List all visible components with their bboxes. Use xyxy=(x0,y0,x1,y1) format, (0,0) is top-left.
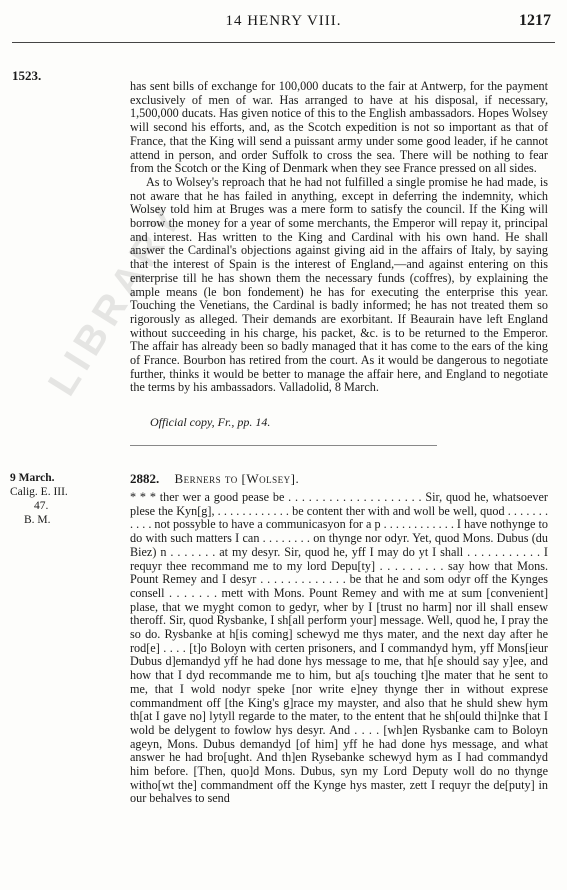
page-header xyxy=(0,0,567,40)
source-citation: Official copy, Fr., pp. 14. xyxy=(150,415,271,429)
folio-number: 47. xyxy=(34,500,49,512)
entry-date: 9 March. xyxy=(10,472,55,484)
entry-heading xyxy=(130,471,299,487)
entry-body xyxy=(130,491,548,886)
header-rule xyxy=(12,42,555,43)
entry-margin-note xyxy=(10,471,120,527)
entry-title: Berners to [Wolsey]. xyxy=(174,471,300,486)
paragraph-1: has sent bills of exchange for 100,000 ducats to the fair at Antwerp, for the payment exclusively of men of war. Has arranged to have at his disposal, if necessary, 1,500,000 ducats. Has given notice of this to the English ambassadors. Hopes Wolsey will second his efforts, and, as the Scotch expedition is not so important as that of France, that the King will send a puissant army under some good leader, if he cannot attend in person, and order Suffolk to cross the sea. There will be nothing to fear from the Scotch or the King of Denmark when they see France pressed on all sides. xyxy=(130,79,548,176)
repository: B. M. xyxy=(24,514,51,526)
section-divider xyxy=(130,445,437,446)
paragraph-2: As to Wolsey's reproach that he had not fulfilled a single promise he had made, is not aware that he has failed in anything, except in deferring the indemnity, which Wolsey told him at Bruges was a mere form to satisfy the council. If the King will borrow the money for a year of some merchants, the Emperor will repay it, principal and interest. Has written to the King and Cardinal with his own hand. He shall answer the Cardinal's objections against giving aid in the affairs of Italy, by saying that the interest of Spain is the interest of England,—and against entering on this enterprise till he has shown them the necessary funds (coffres), by explaining the ample means (le bon fondement) he has for executing the enterprise this year. Touching the Venetians, the Cardinal is badly informed; he has not treated them so rigorously as alleged. Their demands are exorbitant. If Beaurain have left England without succeeding in his charge, his packet, &c. is to be returned to the Emperor. The affair has already been so badly managed that it has come to the ears of the king of France. Bourbon has retired from the court. As it would be dangerous to negotiate further, thinks it would be better to manage the affair here, and England to negotiate the terms by his ambassadors. Valladolid, 8 March. xyxy=(130,174,548,395)
watermark-text: LIBRARY xyxy=(40,194,193,404)
letter-body xyxy=(130,80,548,395)
running-title: 14 HENRY VIII. xyxy=(225,13,342,29)
page-number: 1217 xyxy=(519,12,551,29)
entry-text: * * * ther wer a good pease be . . . . . . . . . . . . . . . . . . . . Sir, quod he, whatsoever plese the Kyn[g], . . . . . . . . . . . . be content ther with and woll be well, quod . . . . . . . . . . . not possyble to have a communicasyon for a p . . . . . . . . . . . . I have nothynge to do with such matters I can . . . . . . . . on thynge nor odyr. Yet, quod Mons. Dubus (du Biez) n . . . . . . . at my desyr. Sir, quod he, yff I may do yt I shall . . . . . . . . . . . I requyr thee recommand me to my lord Depu[ty] . . . . . . . . . say how that Mons. Pount Remey and I desyr . . . . . . . . . . . . . be that he and som odyr off the Kynges consell . . . . . . . mett with Mons. Pount Remey and with me at sum [convenient] plase, that we myght comon to gedyr, wher by I [trust no harm] nor ill shall ensew theroff. Sir, quod Rysbanke, I sh[all perform your] message. Well, quod he, I pray the so do. Rysbanke at h[is coming] schewyd me thys mater, and the next day after he rod[e] . . . . [t]o Boloyn with certen prisoners, and I commandyd hym, yff Mons[ieur Dubus d]emandyd yff he had done hys message to me, that h[e should say y]ee, and how that I dyd recommande me to him, but a[s touching t]he mater that he sent to me, that I wold nodyr speke [nor write e]ney thynge ther in without exprese commandment off [the King's g]race my mayster, and also that he shuld shew hym th[at I gave no] lytyll regarde to the mater, to the entent that he sh[ould thi]nke that I wold be delygent to fowlow hys desyr. And . . . . [wh]en Rysbanke cam to Boloyn ageyn, Mons. Dubus demandyd [of him] yff he had done hys message, and what answer he had bro[ught. And th]en Rysebanke schewyd hym as I had commandyd him before. [Then, quo]d Mons. Dubus, syn my Lord Deputy woll do no thynge witho[wt the] commandment off the Kynge hys master, zett I requyr the de[puty] in our behalves to send xyxy=(130,491,548,806)
manuscript-reference: Calig. E. III. xyxy=(10,486,68,498)
margin-year: 1523. xyxy=(12,68,42,83)
entry-number: 2882. xyxy=(130,471,160,486)
